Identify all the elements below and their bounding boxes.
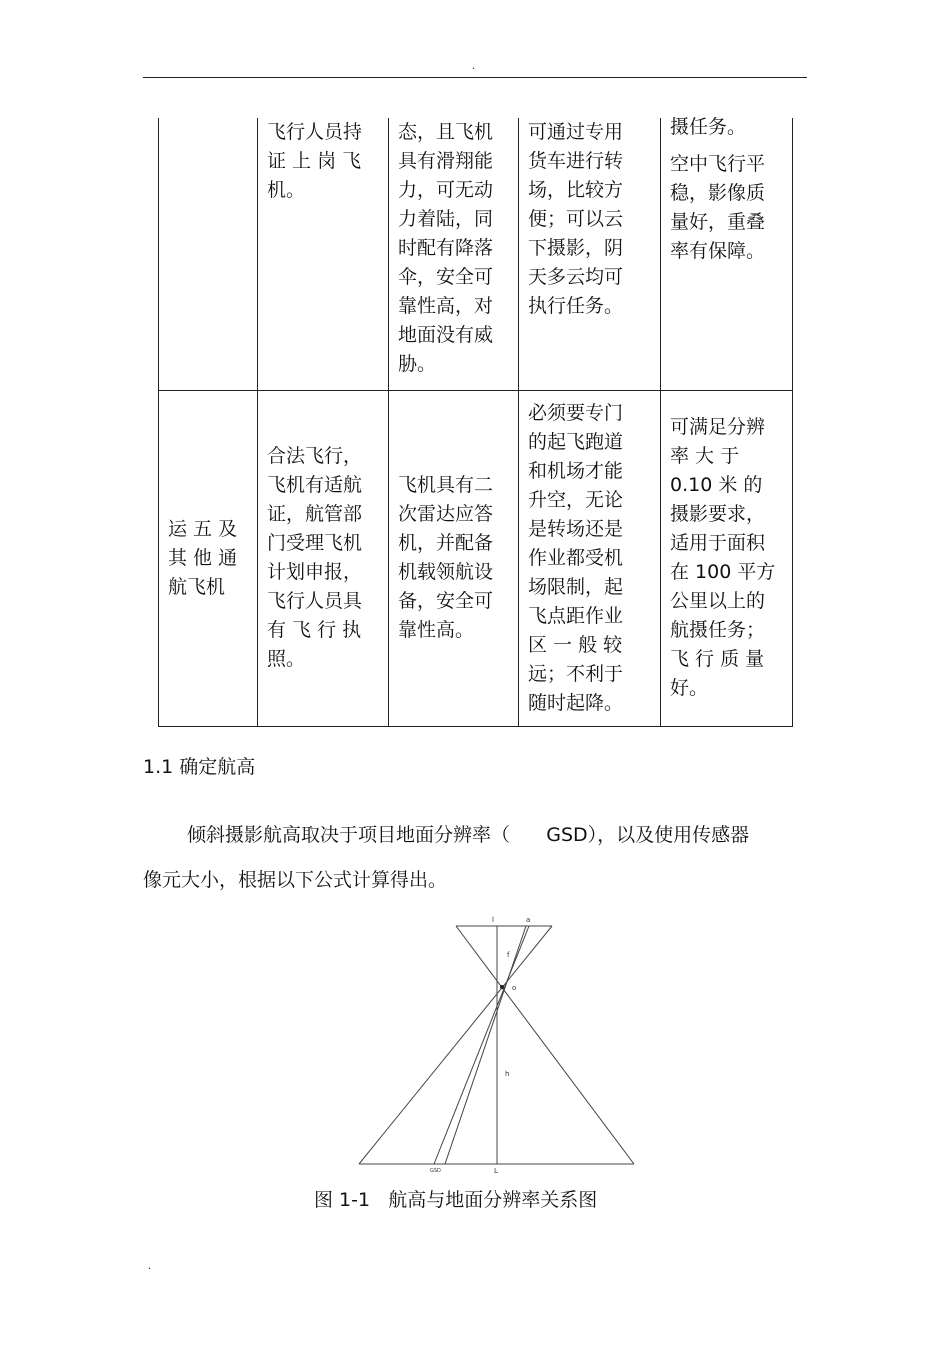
table-cell: 运 五 及 其 他 通 航飞机 [159,390,258,726]
paragraph-line-2: 像元大小，根据以下公式计算得出。 [143,869,448,891]
figure-caption: 图 1-1 航高与地面分辨率关系图 [314,1189,598,1211]
paragraph-line-1: 倾斜摄影航高取决于项目地面分辨率（ GSD），以及使用传感器 [187,824,750,846]
label-f: f [507,951,510,959]
label-gsd: GSD [430,1168,441,1174]
table-row [159,118,793,390]
table-cell: 合法飞行， 飞机有适航 证，航管部 门受理飞机 计划申报， 飞行人员具 有 飞 行 执 照。 [258,390,389,726]
footer-mark: . [148,1261,152,1272]
table-cell [159,118,258,390]
label-h: h [505,1070,510,1078]
table-cell [661,118,793,390]
label-L: L [494,1167,498,1175]
altitude-gsd-diagram [350,913,642,1177]
header-rule [143,77,807,78]
cell-text: 空中飞行平 稳，影像质 量好，重叠 率有保障。 [670,153,766,262]
table-cell: 可通过专用 货车进行转 场，比较方 便；可以云 下摄影，阴 天多云均可 执行任务。 [519,118,661,390]
cell-text-top: 摄任务。 [670,116,747,138]
header-mark: . [472,61,476,72]
pixel-ray-1 [434,926,529,1164]
comparison-table [158,118,793,727]
lens-point [500,985,504,989]
table-cell: 可满足分辨 率 大 于 0.10 米 的 摄影要求， 适用于面积 在 100 平方 公里以上的 航摄任务； 飞 行 质 量 好。 [661,390,793,726]
table-cell: 飞机具有二 次雷达应答 机，并配备 机载领航设 备，安全可 靠性高。 [389,390,519,726]
view-ray-right [359,926,552,1164]
label-o: o [512,984,517,992]
table-cell: 飞行人员持 证 上 岗 飞 机。 [258,118,389,390]
label-l: l [492,916,494,924]
table-cell: 必须要专门 的起飞跑道 和机场才能 升空，无论 是转场还是 作业都受机 场限制，起 飞点距作业 区 一 般 较 远；不利于 随时起降。 [519,390,661,726]
label-a: a [526,916,531,924]
pixel-ray-2 [445,926,526,1164]
table-row [159,390,793,726]
table-cell: 态，且飞机 具有滑翔能 力，可无动 力着陆，同 时配有降落 伞，安全可 靠性高，对 地面没有威 胁。 [389,118,519,390]
view-ray-left [456,926,634,1164]
section-heading: 1.1 确定航高 [143,756,256,778]
